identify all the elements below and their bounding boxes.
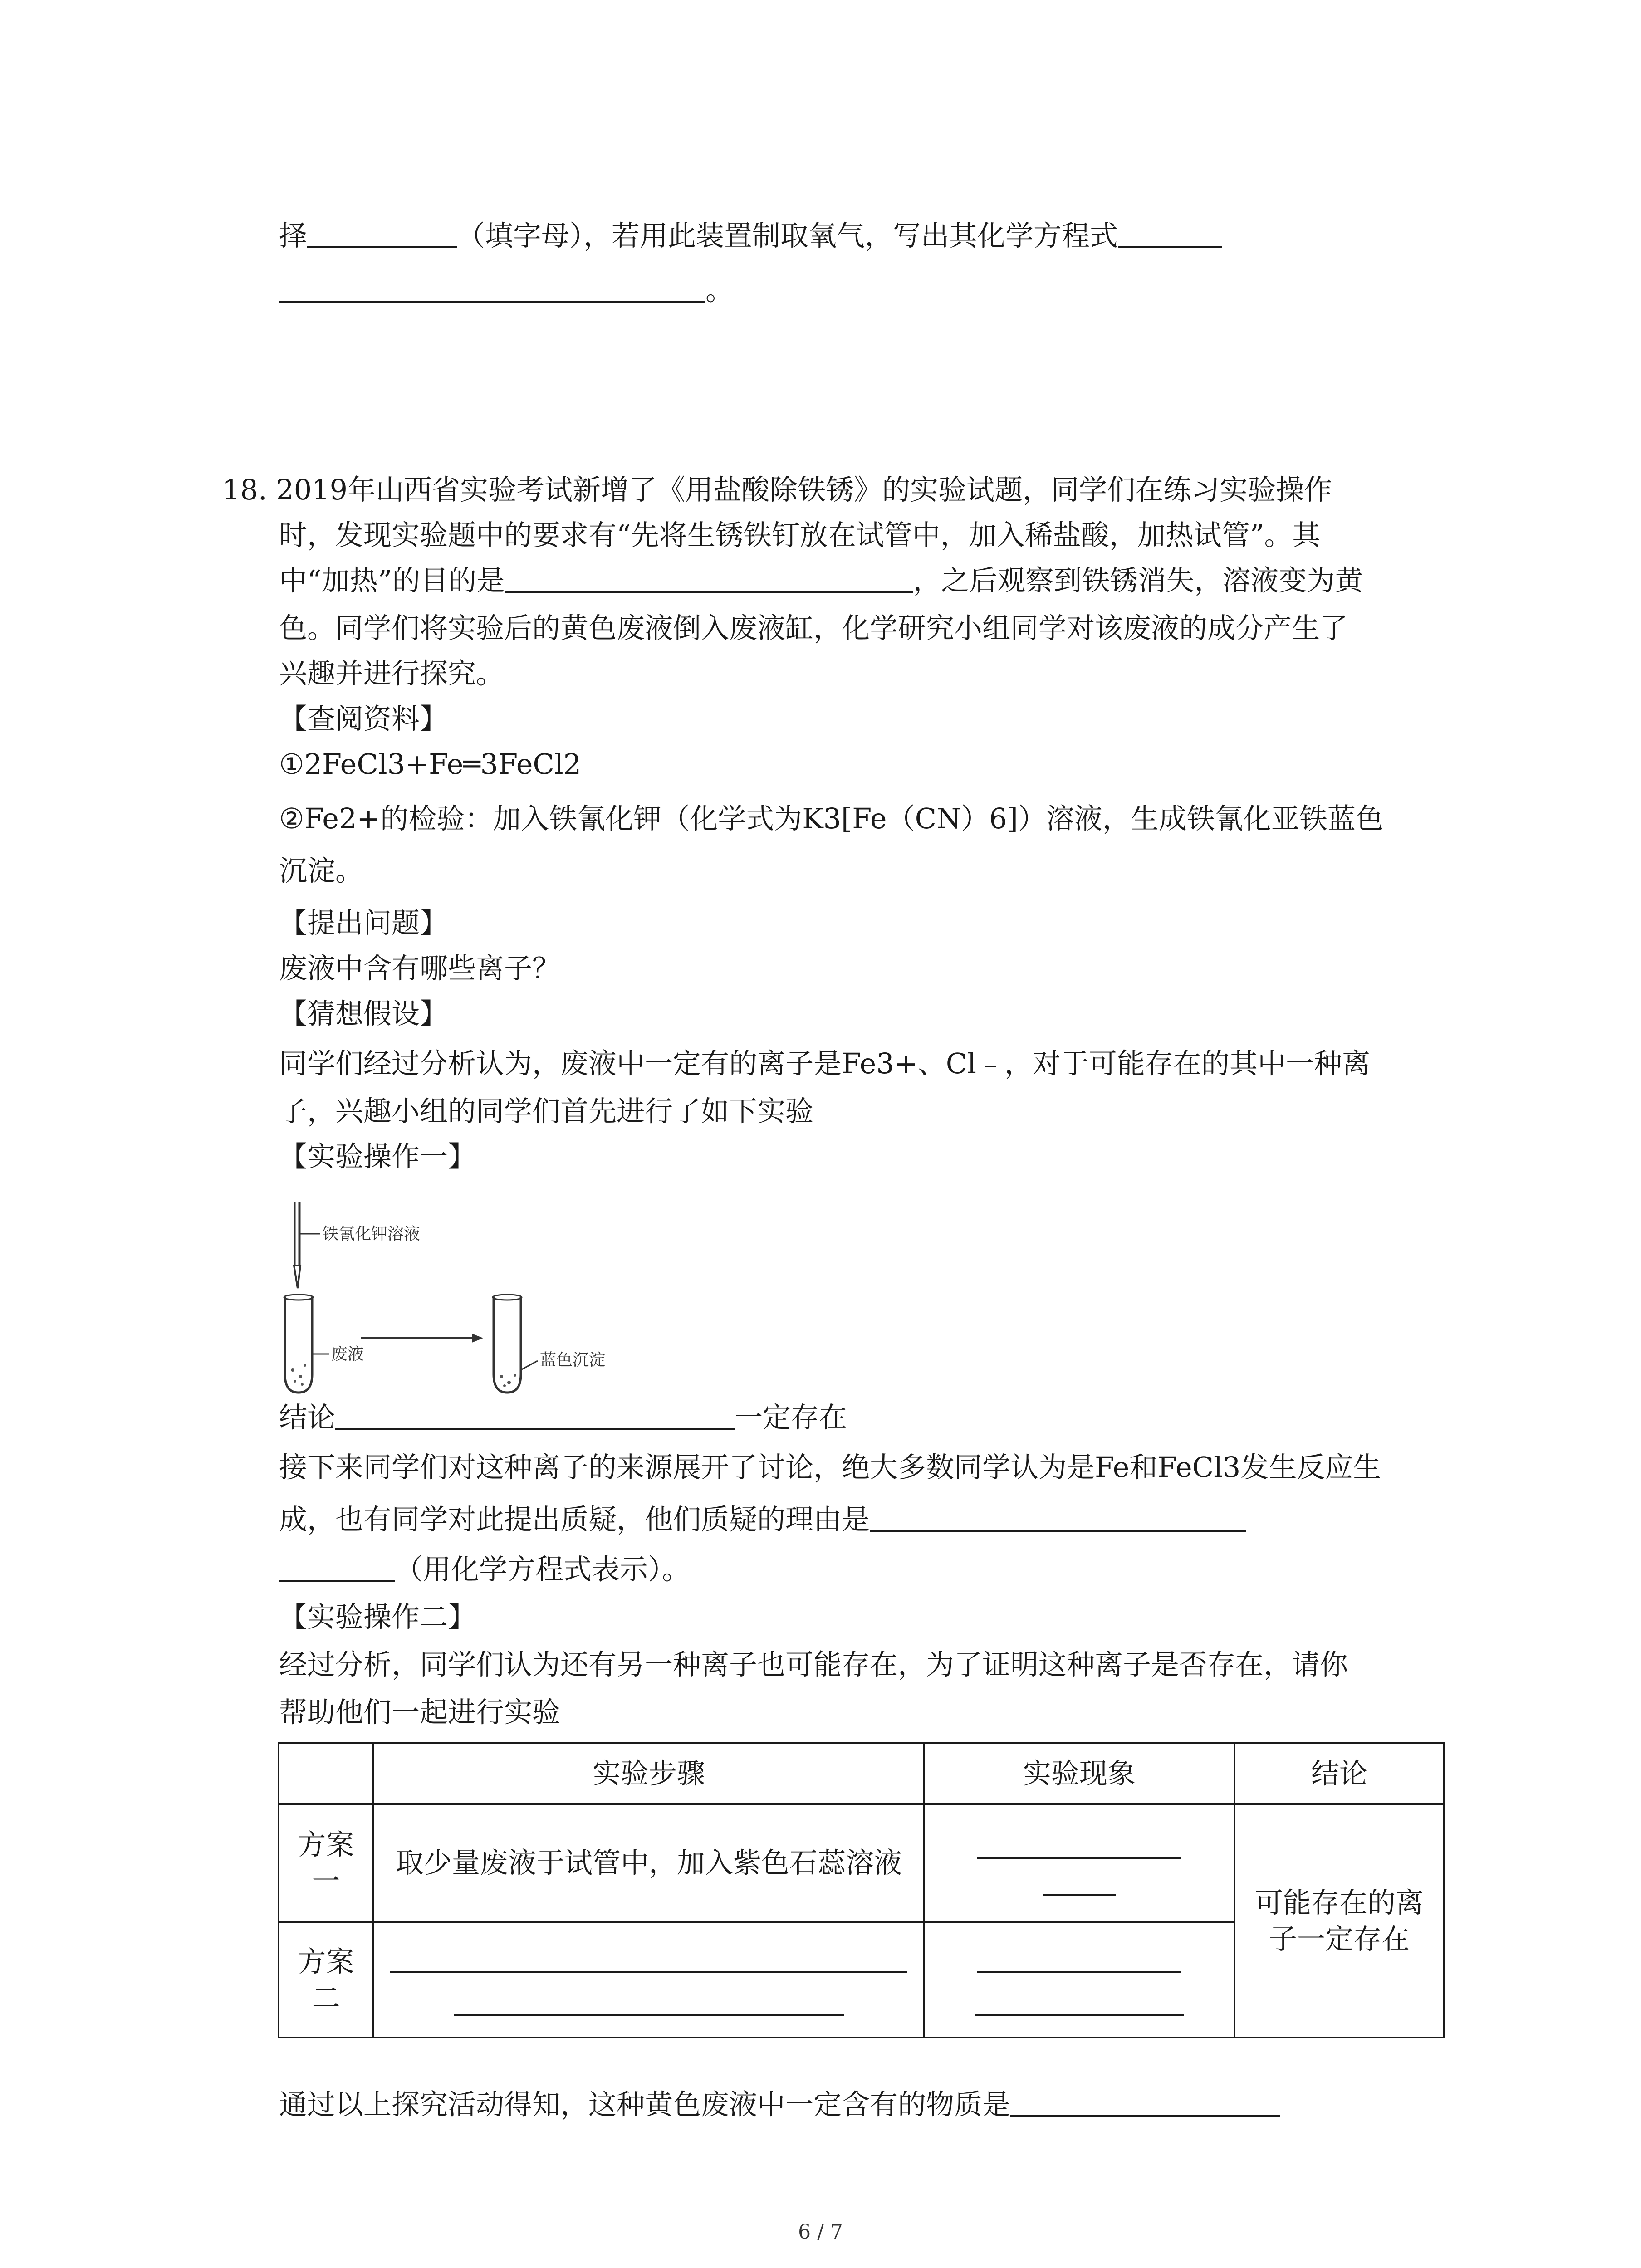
q18-text: 色。同学们将实验后的黄色废液倒入废液缸，化学研究小组同学对该废液的成分产生了 [279, 611, 1348, 645]
plan-step: 取少量废液于试管中，加入紫色石蕊溶液 [373, 1804, 924, 1922]
label-reagent: 铁氰化钾溶液 [322, 1225, 421, 1243]
conclusion-label: 结论 [279, 1401, 336, 1434]
label-precipitate: 蓝色沉淀 [540, 1351, 606, 1369]
answer-blank[interactable] [870, 1505, 1246, 1532]
experiment-table [278, 1742, 1445, 2038]
answer-blank[interactable] [454, 1987, 844, 2016]
heading-hypothesis: 【猜想假设】 [279, 997, 448, 1030]
q18-text: 中“加热”的目的是 [279, 564, 505, 597]
plan-step-cell [373, 1922, 924, 2038]
table-header-row [279, 1743, 1444, 1804]
q18-line-5 [279, 655, 504, 692]
answer-blank[interactable] [335, 1403, 735, 1430]
table-header-cell [279, 1743, 373, 1804]
conclusion-text: 一定存在 [735, 1401, 847, 1434]
info-2a: ②Fe2+的检验：加入铁氰化钾（化学式为K3[Fe（CN）6]）溶液，生成铁氰化亚铁蓝色 [279, 802, 1384, 835]
q18-line-3 [279, 562, 1363, 599]
answer-blank[interactable] [1043, 1867, 1116, 1896]
heading-info: 【查阅资料】 [279, 702, 448, 735]
info-2b: 沉淀。 [279, 854, 364, 887]
q18-line-4 [279, 610, 1348, 646]
answer-blank[interactable] [975, 1987, 1184, 2016]
answer-blank[interactable] [279, 1554, 395, 1582]
intro-line-1 [279, 218, 1222, 254]
answer-blank[interactable] [390, 1944, 907, 1973]
final-line [279, 2087, 1280, 2123]
hypothesis-2: 子，兴趣小组的同学们首先进行了如下实验 [279, 1095, 814, 1128]
heading-question: 【提出问题】 [279, 906, 448, 939]
table-header-cell: 结论 [1234, 1743, 1444, 1804]
answer-blank[interactable] [279, 275, 705, 303]
answer-blank[interactable] [505, 566, 913, 593]
heading-operation-1: 【实验操作一】 [279, 1140, 476, 1173]
test-tube-icon [284, 1295, 329, 1393]
table-header-cell: 实验步骤 [373, 1743, 924, 1804]
plan-label: 方案一 [279, 1804, 373, 1922]
dropper-icon [294, 1202, 320, 1288]
conclusion-line [279, 1399, 847, 1436]
q18-text: 兴趣并进行探究。 [279, 657, 505, 690]
info-1: ①2FeCl3+Fe═3FeCl2 [279, 748, 582, 781]
q18-line-2 [279, 517, 1320, 553]
experiment-diagram [272, 1198, 635, 1402]
answer-blank[interactable] [1118, 221, 1222, 248]
final-text: 通过以上探究活动得知，这种黄色废液中一定含有的物质是 [279, 2088, 1011, 2121]
plan-phenomenon-cell [924, 1804, 1234, 1922]
operation-2-line-1: 经过分析，同学们认为还有另一种离子也可能存在，为了证明这种离子是否存在，请你 [279, 1648, 1348, 1681]
discussion-1: 接下来同学们对这种离子的来源展开了讨论，绝大多数同学认为是Fe和FeCl3发生反应生 [279, 1451, 1381, 1484]
table-header-cell: 实验现象 [924, 1743, 1234, 1804]
discussion-text: 成，也有同学对此提出质疑，他们质疑的理由是 [279, 1503, 870, 1536]
plan-conclusion: 可能存在的离子一定存在 [1234, 1804, 1444, 2038]
plan-label: 方案二 [279, 1922, 373, 2038]
discussion-3 [279, 1551, 690, 1588]
q18-text: ，之后观察到铁锈消失，溶液变为黄 [913, 564, 1363, 597]
intro-line-2 [279, 272, 734, 308]
intro-text-a: 择 [279, 219, 308, 252]
answer-blank[interactable] [977, 1830, 1181, 1859]
discussion-2 [279, 1501, 1246, 1538]
test-tube-icon [493, 1295, 538, 1393]
answer-blank[interactable] [307, 221, 457, 248]
answer-blank[interactable] [977, 1944, 1181, 1973]
q18-line-1 [222, 472, 1332, 508]
operation-2-line-2: 帮助他们一起进行实验 [279, 1696, 561, 1729]
q18-text: 2019年山西省实验考试新增了《用盐酸除铁锈》的实验试题，同学们在练习实验操作 [276, 473, 1332, 506]
discussion-text: （用化学方程式表示）。 [395, 1553, 691, 1586]
plan-phenomenon-cell [924, 1922, 1234, 2038]
hypothesis-1: 同学们经过分析认为，废液中一定有的离子是Fe3+、Cl﹣，对于可能存在的其中一种离 [279, 1047, 1370, 1080]
intro-text-b: （填字母），若用此装置制取氧气，写出其化学方程式 [457, 219, 1118, 252]
table-row [279, 1804, 1444, 1922]
answer-blank[interactable] [1010, 2090, 1280, 2117]
arrow-icon [361, 1334, 483, 1343]
page-number: 6 / 7 [798, 2220, 843, 2244]
intro-period: 。 [705, 274, 734, 307]
question-number: 18. [222, 473, 267, 506]
heading-operation-2: 【实验操作二】 [279, 1600, 476, 1633]
q18-text: 时，发现实验题中的要求有“先将生锈铁钉放在试管中，加入稀盐酸，加热试管”。其 [279, 518, 1321, 552]
question-text: 废液中含有哪些离子？ [279, 952, 561, 985]
label-waste: 废液 [331, 1345, 364, 1364]
